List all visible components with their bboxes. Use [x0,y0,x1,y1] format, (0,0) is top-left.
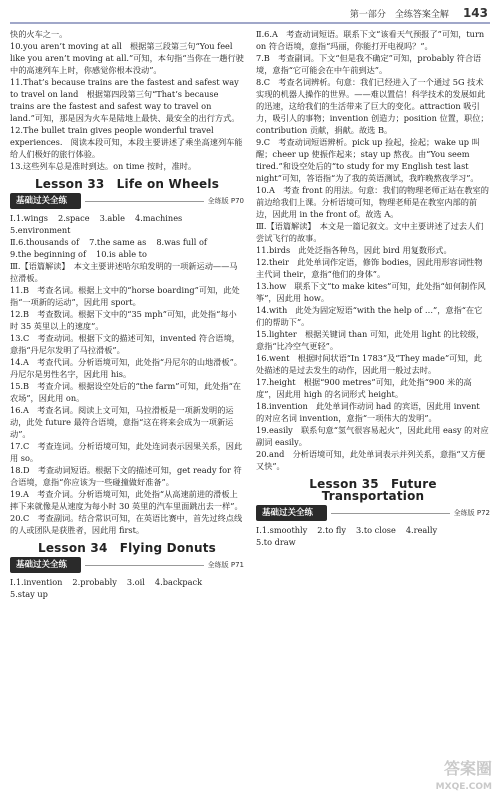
answer-item: 19.A 考查介词。分析语境可知，此处指“从高速前进的滑板上摔下来就像是从速度为每小时 30 英里的汽车里面跳出去一样”。 [10,489,243,511]
banner-tag: 基础过关全练 [10,557,81,573]
answer: 3.to close [356,525,396,535]
answer-item: 11.B 考查名词。根据上文中的“horse boarding”可知，此处指“一项新的运动”，因此用 sport。 [10,285,240,307]
answer-item: 13.这些列车总是准时到达。on time 按时，准时。 [10,161,197,171]
reading-intro: Ⅲ.【语篇解读】 本文是一篇记叙文。文中主要讲述了过去人们尝试飞行的故事。 [256,221,484,243]
answer-item: 快的火车之一。 [10,29,68,39]
answer: 5.environment [10,225,71,235]
answer-item: 20.C 考查副词。结合常识可知，在英语比赛中，首先过终点线的人或团队是获胜者，因此用 first。 [10,513,243,535]
answer-item: 11.That’s because trains are the fastest and safest way to travel on land 根据第四段第三句“That’s because trains are the fastest and safest way to travel on land.”可知，那是因为火车是陆地上最快、最安全的出行方式。 [10,77,240,123]
section-title: 第一部分 全练答案全解 [349,10,449,20]
answer-item: 10.A 考查 front 的用法。句意：我们的物理老师正站在教室的前边给我们上课。分析语境可知，物理老师是在教室内部的前边，因此用 in the front of。故选 A。 [256,185,489,219]
answer-item: 19.easily 联系句意“氢气很容易起火”，因此此用 easy 的对应副词 easily。 [256,425,489,447]
answer-item: 7.B 考查副词。下文“但是我不确定”可知，probably 符合语境，意指“它可能会在中午前到达”。 [256,53,482,75]
banner-line [331,513,450,514]
answer-item: 17.height 根据“900 metres”可知，此处指“900 米的高度”，因此用 high 的名词形式 height。 [256,377,472,399]
answer: Ⅰ.1.invention [10,577,63,587]
reading-intro: Ⅲ.【语篇解读】 本文主要讲述哈尔珀发明的一项新运动——马拉滑板。 [10,261,238,283]
answer-item: 17.C 考查连词。分析语境可知，此处连词表示因果关系，因此用 so。 [10,441,243,463]
answer-item: 18.invention 此处单词作动词 had 的宾语，因此用 invent 的对应名词 invention，意指“一项伟大的发明”。 [256,401,480,423]
answer-item: 20.and 分析语境可知，此处单词表示并列关系，意指“又方便又快”。 [256,449,486,471]
page-number: 143 [462,6,488,20]
answer: 5.stay up [10,589,48,599]
two-column-body [10,28,490,600]
answer-item: 15.B 考查介词。根据设空处后的“the farm”可知，此处指“在农场”，因此用 on。 [10,381,241,403]
answer-item: 11.birds 此处泛指各种鸟，因此 bird 用复数形式。 [256,245,452,255]
answer: Ⅰ.1.smoothly [256,525,308,535]
banner-line [85,201,204,202]
answer: 2.space [58,213,90,223]
banner-ref: 全练版 P70 [207,197,244,205]
watermark-sub: MXQE.COM [435,782,492,792]
answer: 4.really [405,525,438,535]
lesson-34-title: Lesson 34 Flying Donuts [37,541,217,555]
answer: 3.oil [126,577,145,587]
answer-item: 9.C 考查动词短语辨析。pick up 捡起，捡起；wake up 叫醒；cheer up 使振作起来；stay up 熬夜。由“You seem tired.”和设空处后的“to study for my English test last night”可知，答语指“为了我的英语测试，我昨晚熬夜学习”。 [256,137,480,183]
answer-item: 10.you aren’t moving at all 根据第三段第三句“You feel like you aren’t moving at all.”可知，本句指“当你在一趟行驶中的高速列车上时，你感觉你根本没动”。 [10,41,244,75]
answer-item: Ⅱ.6.A 考查动词短语。联系下文“该看天气预报了”可知，turn on 符合语境，意指“玛丽，你能打开电视吗？”。 [256,29,485,51]
answer: 2.probably [72,577,117,587]
answer: 5.to draw [256,537,296,547]
answer: 8.was full of [156,237,207,247]
answer: 3.able [99,213,125,223]
answer-item: 12.their 此处单词作定语，修饰 bodies，因此用形容词性物主代词 their，意指“他们的身体”。 [256,257,483,279]
answer: 4.machines [134,213,183,223]
watermark-main: 答案圈 [443,759,492,778]
answer-item: 14.A 考查代词。分析语境可知，此处指“丹尼尔的山地滑板”。丹尼尔是男性名字，因此用 his。 [10,357,242,379]
answer: 10.is able to [96,249,147,259]
banner-ref: 全练版 P72 [453,509,490,517]
answer-row [10,236,244,248]
answer-item: 12.The bullet train gives people wonderful travel experiences. 阅读本段可知，本段主要讲述了乘坐高速列车能给人们极好的旅行体验。 [10,125,243,159]
answer-item: 16.A 考查名词。阅读上文可知，马拉滑板是一项新发明的运动，此处 future 最符合语境，意指“这在将来会成为一项新运动”。 [10,405,234,439]
answer-item: 18.D 考查动词短语。根据下文的描述可知，get ready for 符合语境，意指“你应该为一些碰撞做好准备”。 [10,465,242,487]
answer-row [10,588,244,600]
answer-item: 16.went 根据时间状语“In 1783”及“They made”可知，此处描述的是过去发生的动作，因此用一般过去时。 [256,353,482,375]
banner-ref: 全练版 P71 [207,561,244,569]
header-rule [10,22,490,24]
banner-tag: 基础过关全练 [256,505,327,521]
answer-row [10,212,244,236]
answer-item: 12.B 考查数词。根据下文中的“35 mph”可知，此处指“每小时 35 英里以上的速度”。 [10,309,237,331]
lesson-35-banner [256,505,490,521]
banner-line [85,565,204,566]
lesson-33-banner [10,193,244,209]
answer: 2.to fly [317,525,347,535]
answer-row [10,576,244,588]
answer-item: 13.C 考查动词。根据下文的描述可知，invented 符合语境，意指“丹尼尔发明了马拉滑板”。 [10,333,240,355]
answer-row [256,524,490,548]
lesson-33-title: Lesson 33 Life on Wheels [34,177,220,191]
banner-tag: 基础过关全练 [10,193,81,209]
answer-row [10,248,244,260]
left-column [10,28,244,600]
right-column [256,28,490,600]
page-header [10,0,490,20]
answer: 4.backpack [154,577,203,587]
answer-item: 13.how 联系下文“to make kites”可知，此处指“如何制作风筝”，因此用 how。 [256,281,486,303]
site-watermark [352,760,492,796]
answer: 7.the same as [89,237,147,247]
answer-item: 8.C 考查名词辨析。句意：我们已经进入了一个通过 5G 技术实现的机器人操作的世界。——难以置信！科学技术的发展如此的迅速，这给我们的生活带来了巨大的变化。attraction 吸引力，吸引人的事物；invention 创造力；position 位置，职位；contribution 贡献，捐献。故选 B。 [256,77,489,135]
answer-item: 15.lighter 根据关键词 than 可知，此处用 light 的比较级，意指“比冷空气更轻”。 [256,329,485,351]
answer: Ⅰ.1.wings [10,213,48,223]
lesson-35-title: Lesson 35 Future Transportation [309,477,437,503]
answer: 9.the beginning of [10,249,87,259]
answer: Ⅱ.6.thousands of [10,237,80,247]
lesson-34-banner [10,557,244,573]
answer-item: 14.with 此处为固定短语“with the help of …”，意指“在它们的帮助下”。 [256,305,483,327]
